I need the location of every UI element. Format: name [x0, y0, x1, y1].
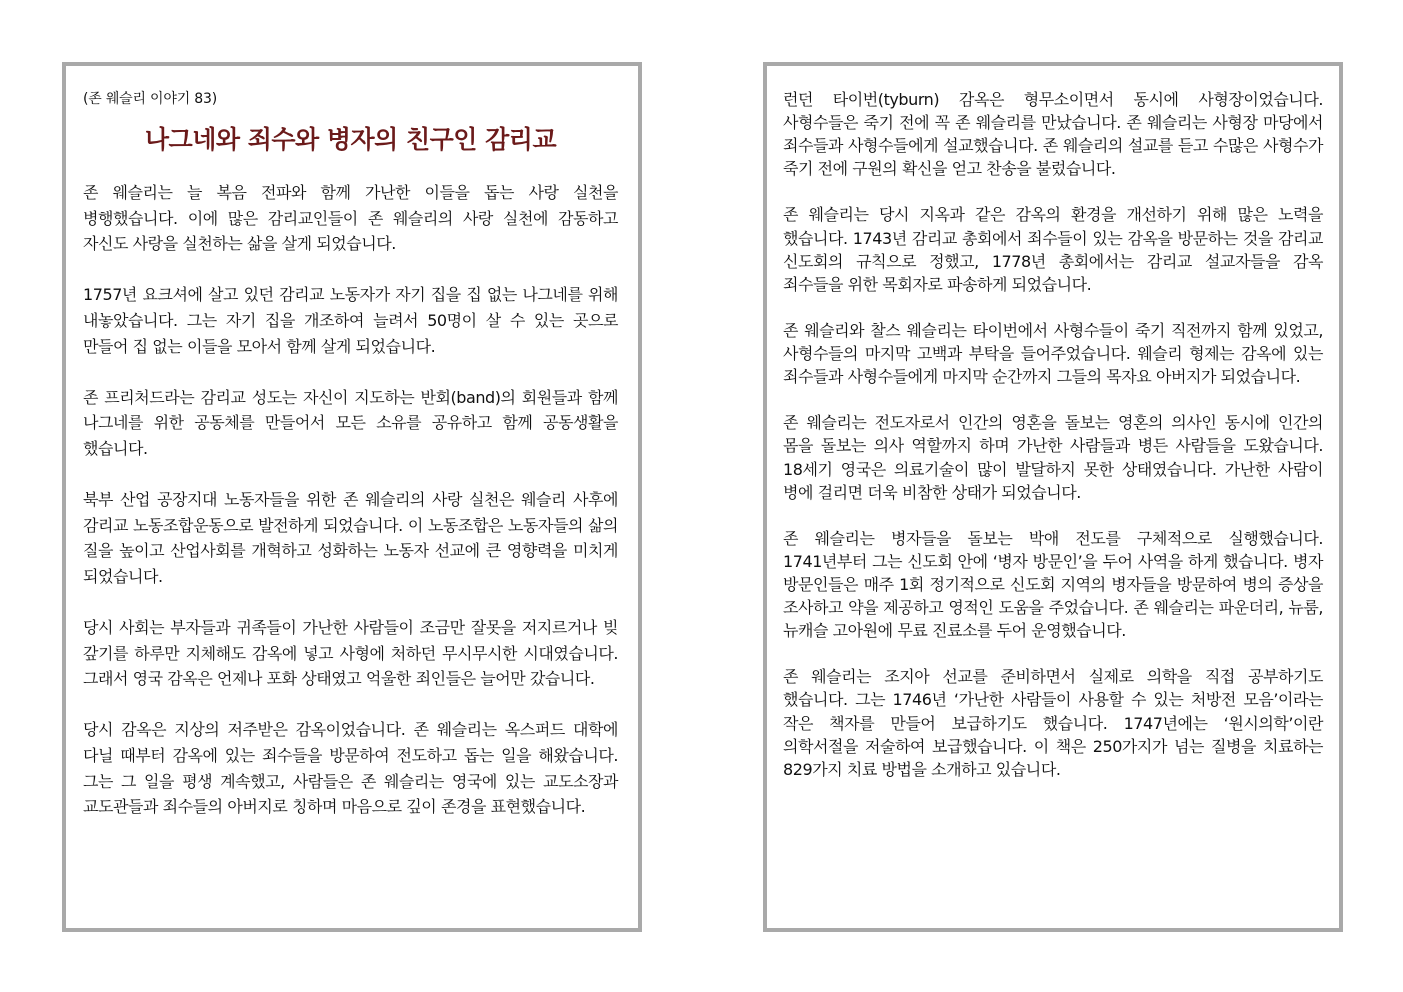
right-paragraph-3: 존 웨슬리와 찰스 웨슬리는 타이번에서 사형수들이 죽기 직전까지 함께 있었고, 사형수들의 마지막 고백과 부탁을 들어주었습니다. 웨슬리 형제는 감옥에 있는 죄수들과 사형수들에게 마지막 순간까지 그들의 목자요 아버지가 되었습니다. [783, 320, 1323, 387]
right-page-panel [763, 62, 1343, 932]
right-paragraph-1: 런던 타이번(tyburn) 감옥은 형무소이면서 동시에 사형장이었습니다. 사형수들은 죽기 전에 꼭 존 웨슬리를 만났습니다. 존 웨슬리는 사형장 마당에서 죄수들과 사형수들에게 설교했습니다. 존 웨슬리의 설교를 듣고 수많은 사형수가 죽기 전에 구원의 확신을 얻고 찬송을 불렀습니다. [783, 90, 1323, 179]
right-paragraph-6: 존 웨슬리는 조지아 선교를 준비하면서 실제로 의학을 직접 공부하기도 했습니다. 그는 1746년 ‘가난한 사람들이 사용할 수 있는 처방전 모음’이라는 작은 책자를 만들어 보급하기도 했습니다. 1747년에는 ‘원시의학’이란 의학서절을 저술하여 보급했습니다. 이 책은 250가지가 넘는 질병을 치료하는 829가지 치료 방법을 소개하고 있습니다. [783, 667, 1323, 779]
article-title: 나그네와 죄수와 병자의 친구인 감리교 [144, 125, 557, 154]
series-label: (존 웨슬리 이야기 83) [83, 91, 217, 107]
left-paragraph-2: 1757년 요크셔에 살고 있던 감리교 노동자가 자기 집을 집 없는 나그네를 위해 내놓았습니다. 그는 자기 집을 개조하여 늘려서 50명이 살 수 있는 곳으로 만들어 집 없는 이들을 모아서 함께 살게 되었습니다. [83, 285, 618, 356]
left-paragraph-6: 당시 감옥은 지상의 저주받은 감옥이었습니다. 존 웨슬리는 옥스퍼드 대학에 다닐 때부터 감옥에 있는 죄수들을 방문하여 전도하고 돕는 일을 해왔습니다. 그는 그 일을 평생 계속했고, 사람들은 존 웨슬리는 영국에 있는 교도소장과 교도관들과 죄수들의 아버지로 칭하며 마음으로 깊이 존경을 표현했습니다. [83, 720, 618, 817]
left-paragraph-1: 존 웨슬리는 늘 복음 전파와 함께 가난한 이들을 돕는 사랑 실천을 병행했습니다. 이에 많은 감리교인들이 존 웨슬리의 사랑 실천에 감동하고 자신도 사랑을 실천하는 삶을 살게 되었습니다. [83, 183, 618, 254]
left-paragraph-3: 존 프리처드라는 감리교 성도는 자신이 지도하는 반회(band)의 회원들과 함께 나그네를 위한 공동체를 만들어서 모든 소유를 공유하고 함께 공동생활을 했습니다. [83, 387, 618, 458]
right-paragraph-5: 존 웨슬리는 병자들을 돌보는 박애 전도를 구체적으로 실행했습니다. 1741년부터 그는 신도회 안에 ‘병자 방문인’을 두어 사역을 하게 했습니다. 병자 방문인들은 매주 1회 정기적으로 신도회 지역의 병자들을 방문하여 병의 증상을 조사하고 약을 제공하고 영적인 도움을 주었습니다. 존 웨슬리는 파운더리, 뉴룸, 뉴캐슬 고아원에 무료 진료소를 두어 운영했습니다. [783, 528, 1323, 641]
left-paragraph-5: 당시 사회는 부자들과 귀족들이 가난한 사람들이 조금만 잘못을 저지르거나 빚 갚기를 하루만 지체해도 감옥에 넣고 사형에 처하던 무시무시한 시대였습니다. 그래서 영국 감옥은 언제나 포화 상태였고 억울한 죄인들은 늘어만 갔습니다. [83, 618, 618, 689]
left-paragraph-4: 북부 산업 공장지대 노동자들을 위한 존 웨슬리의 사랑 실천은 웨슬리 사후에 감리교 노동조합운동으로 발전하게 되었습니다. 이 노동조합은 노동자들의 삶의 질을 높이고 산업사회를 개혁하고 성화하는 노동자 선교에 큰 영향력을 미치게 되었습니다. [83, 490, 618, 586]
right-paragraph-2: 존 웨슬리는 당시 지옥과 같은 감옥의 환경을 개선하기 위해 많은 노력을 했습니다. 1743년 감리교 총회에서 죄수들이 있는 감옥을 방문하는 것을 감리교 신도회의 규칙으로 정했고, 1778년 총회에서는 감리교 설교자들을 감옥 죄수들을 위한 목회자로 파송하게 되었습니다. [783, 205, 1323, 294]
left-page-panel [62, 62, 642, 932]
right-paragraph-4: 존 웨슬리는 전도자로서 인간의 영혼을 돌보는 영혼의 의사인 동시에 인간의 몸을 돌보는 의사 역할까지 하며 가난한 사람들과 병든 사람들을 도왔습니다. 18세기 영국은 의료기술이 많이 발달하지 못한 상태였습니다. 가난한 사람이 병에 걸리면 더욱 비참한 상태가 되었습니다. [783, 413, 1323, 502]
